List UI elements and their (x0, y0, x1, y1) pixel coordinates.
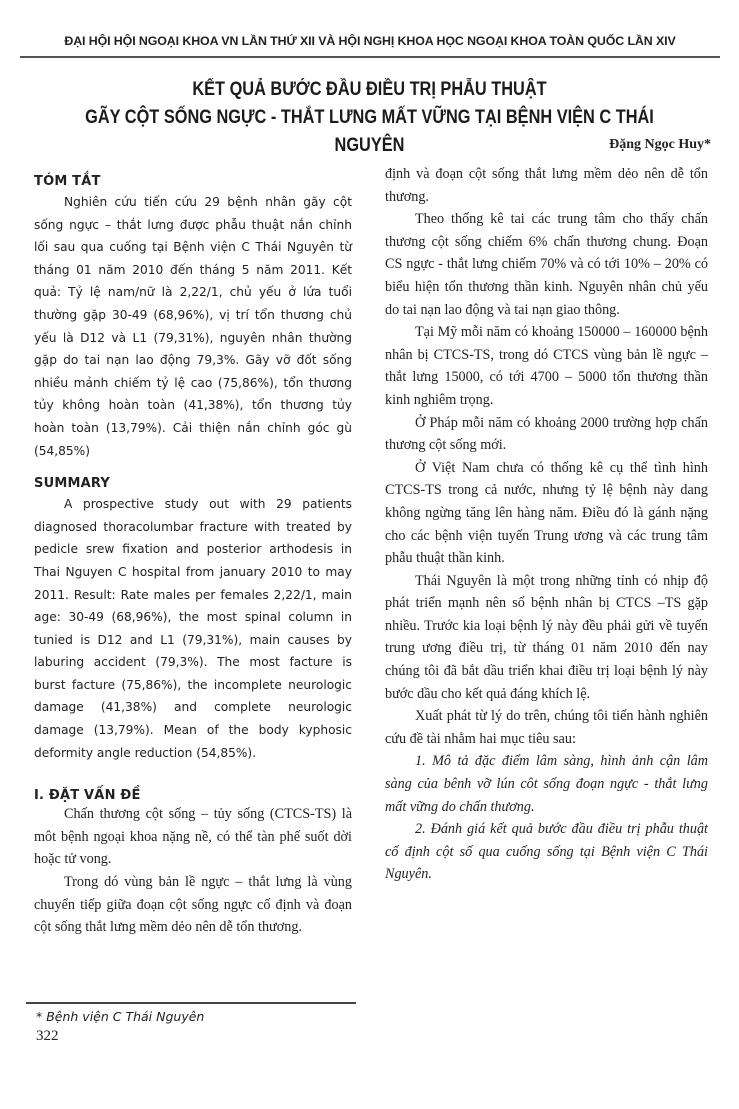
intro-paragraph: Xuất phát từ lý do trên, chúng tôi tiến hành nghiên cứu đề tài nhằm hai mục tiêu sau: (385, 708, 708, 747)
intro-paragraph: Theo thống kê tai các trung tâm cho thấy chấn thương cột sống chiếm 6% chấn thương chung. Đoạn CS ngực - thắt lưng chiếm 70% và có tới 10% – 20% có biểu hiện tổn thương thần kinh. Nguyên nhân chủ yếu do tai nạn lao động và tai nạn giao thông. (385, 211, 708, 318)
objective-item: 2. Đánh giá kết quả bước đầu điều trị phẫu thuật cố định cột số qua cuống sống tại Bệnh viện C Thái Nguyên. (385, 821, 708, 883)
intro-paragraph: Ở Việt Nam chưa có thống kê cụ thể tình hình CTCS-TS trong cả nước, nhưng tỷ lệ bệnh này dang không ngừng tăng lên hàng năm. Điều đó là gánh nặng cho các bệnh viện tuyến Trung ương và các trung tâm phẫu thuật thần kinh. (385, 459, 708, 567)
section-heading-dat-van-de: I. ĐẶT VẤN ĐỀ (34, 788, 141, 804)
page-number: 322 (36, 1028, 59, 1044)
title-line-2: GÃY CỘT SỐNG NGỰC - THẮT LƯNG MẤT VỮNG TẠI BỆNH VIỆN C THÁI NGUYÊN (85, 107, 654, 156)
author: Đặng Ngọc Huy* (609, 137, 711, 152)
tom-tat-heading: TÓM TẮT (34, 174, 101, 189)
footnote: * Bệnh viện C Thái Nguyên (36, 1009, 205, 1024)
intro-paragraph: Tại Mỹ mỗi năm có khoảng 150000 – 160000 bệnh nhân bị CTCS-TS, trong dó CTCS vùng bản lề ngực – thắt lưng 15000, có tới 4700 – 5000 tổn thương thần kinh nghiêm trọng. (385, 324, 708, 408)
header-rule (20, 56, 720, 58)
running-head: ĐẠI HỘI HỘI NGOẠI KHOA VN LẦN THỨ XII VÀ HỘI NGHỊ KHOA HỌC NGOẠI KHOA TOÀN QUỐC LẦN XIV (64, 34, 676, 48)
summary-heading: SUMMARY (34, 476, 110, 492)
intro-paragraph: Trong dó vùng bản lề ngực – thắt lưng là vùng chuyển tiếp giữa đoạn cột sống ngực cố định và đoạn cột sống thắt lưng mềm dẻo nên dễ tổn thương. (34, 874, 352, 936)
summary-body: A prospective study out with 29 patients diagnosed thoracolumbar fracture with treated by pedicle srew fixation and posterior arthodesis in Thai Nguyen C hospital from january 2010 to may 2011. Result: Rate males per females 2,22/1, main age: 30-49 (68,96%), the most spinal column in tunied is D12 and L1 (79,31%), main causes by laburing accident (79,3%). The most facture is burst facture (75,86%), the incomplete neurologic damage (41,38%) and complete neurologic damage (13,79%). Mean of the body kyphosic deformity angle reduction (54,85%). (34, 497, 352, 760)
intro-paragraph-continued: định và đoạn cột sống thắt lưng mềm dẻo nên dễ tổn thương. (385, 166, 708, 205)
footnote-rule (26, 1002, 356, 1004)
intro-paragraph: Thái Nguyên là một trong những tỉnh có nhịp độ phát triển mạnh nên số bệnh nhân bị CTCS –TS gặp nhiều. Trước kia loại bệnh lý này đều phải gửi về tuyến trung ương điều trị, từ tháng 01 năm 2010 đến nay chúng tôi đã bắt dầu triển khai điều trị loại bệnh lý này bước dầu cho kết quả đáng khích lệ. (385, 572, 708, 702)
right-column (385, 163, 708, 886)
title-line-1: KẾT QUẢ BƯỚC ĐẦU ĐIỀU TRỊ PHẪU THUẬT (192, 79, 547, 100)
left-column (34, 160, 352, 936)
article-title (52, 76, 688, 160)
tom-tat-body: Nghiên cứu tiến cứu 29 bệnh nhân gãy cột sống ngực – thắt lưng được phẫu thuật nắn chỉnh lối sau qua cuống tại Bệnh viện C Thái Nguyên từ tháng 01 năm 2010 đến tháng 5 năm 2011. Kết quả: Tỷ lệ nam/nữ là 2,22/1, chủ yếu ở lứa tuổi thường gặp 30-49 (68,96%), vị trí tổn thương chủ yếu là D12 và L1 (79,31%), nguyên nhân thường gặp do tai nạn lao động 79,3%. Gãy vỡ đốt sống nhiều mảnh chiếm tỷ lệ cao (75,86%), tổn thương tủy không hoàn toàn (41,38%), tổn thương tủy hoàn toàn (13,79%). Cải thiện nắn chỉnh góc gù (54,85%) (34, 195, 352, 458)
intro-paragraph: Ở Pháp mỗi năm có khoảng 2000 trường hợp chấn thương cột sống mới. (385, 414, 708, 454)
intro-paragraph: Chấn thương cột sống – tủy sống (CTCS-TS) là môt bệnh ngoại khoa nặng nề, có thể tàn phế suốt dời hoặc tử vong. (34, 806, 352, 868)
objective-item: 1. Mô tả đặc điểm lâm sàng, hình ảnh cận lâm sàng của bênh vỡ lún côt sống đoạn ngực - thắt lưng mất vững do chấn thương. (385, 753, 708, 815)
